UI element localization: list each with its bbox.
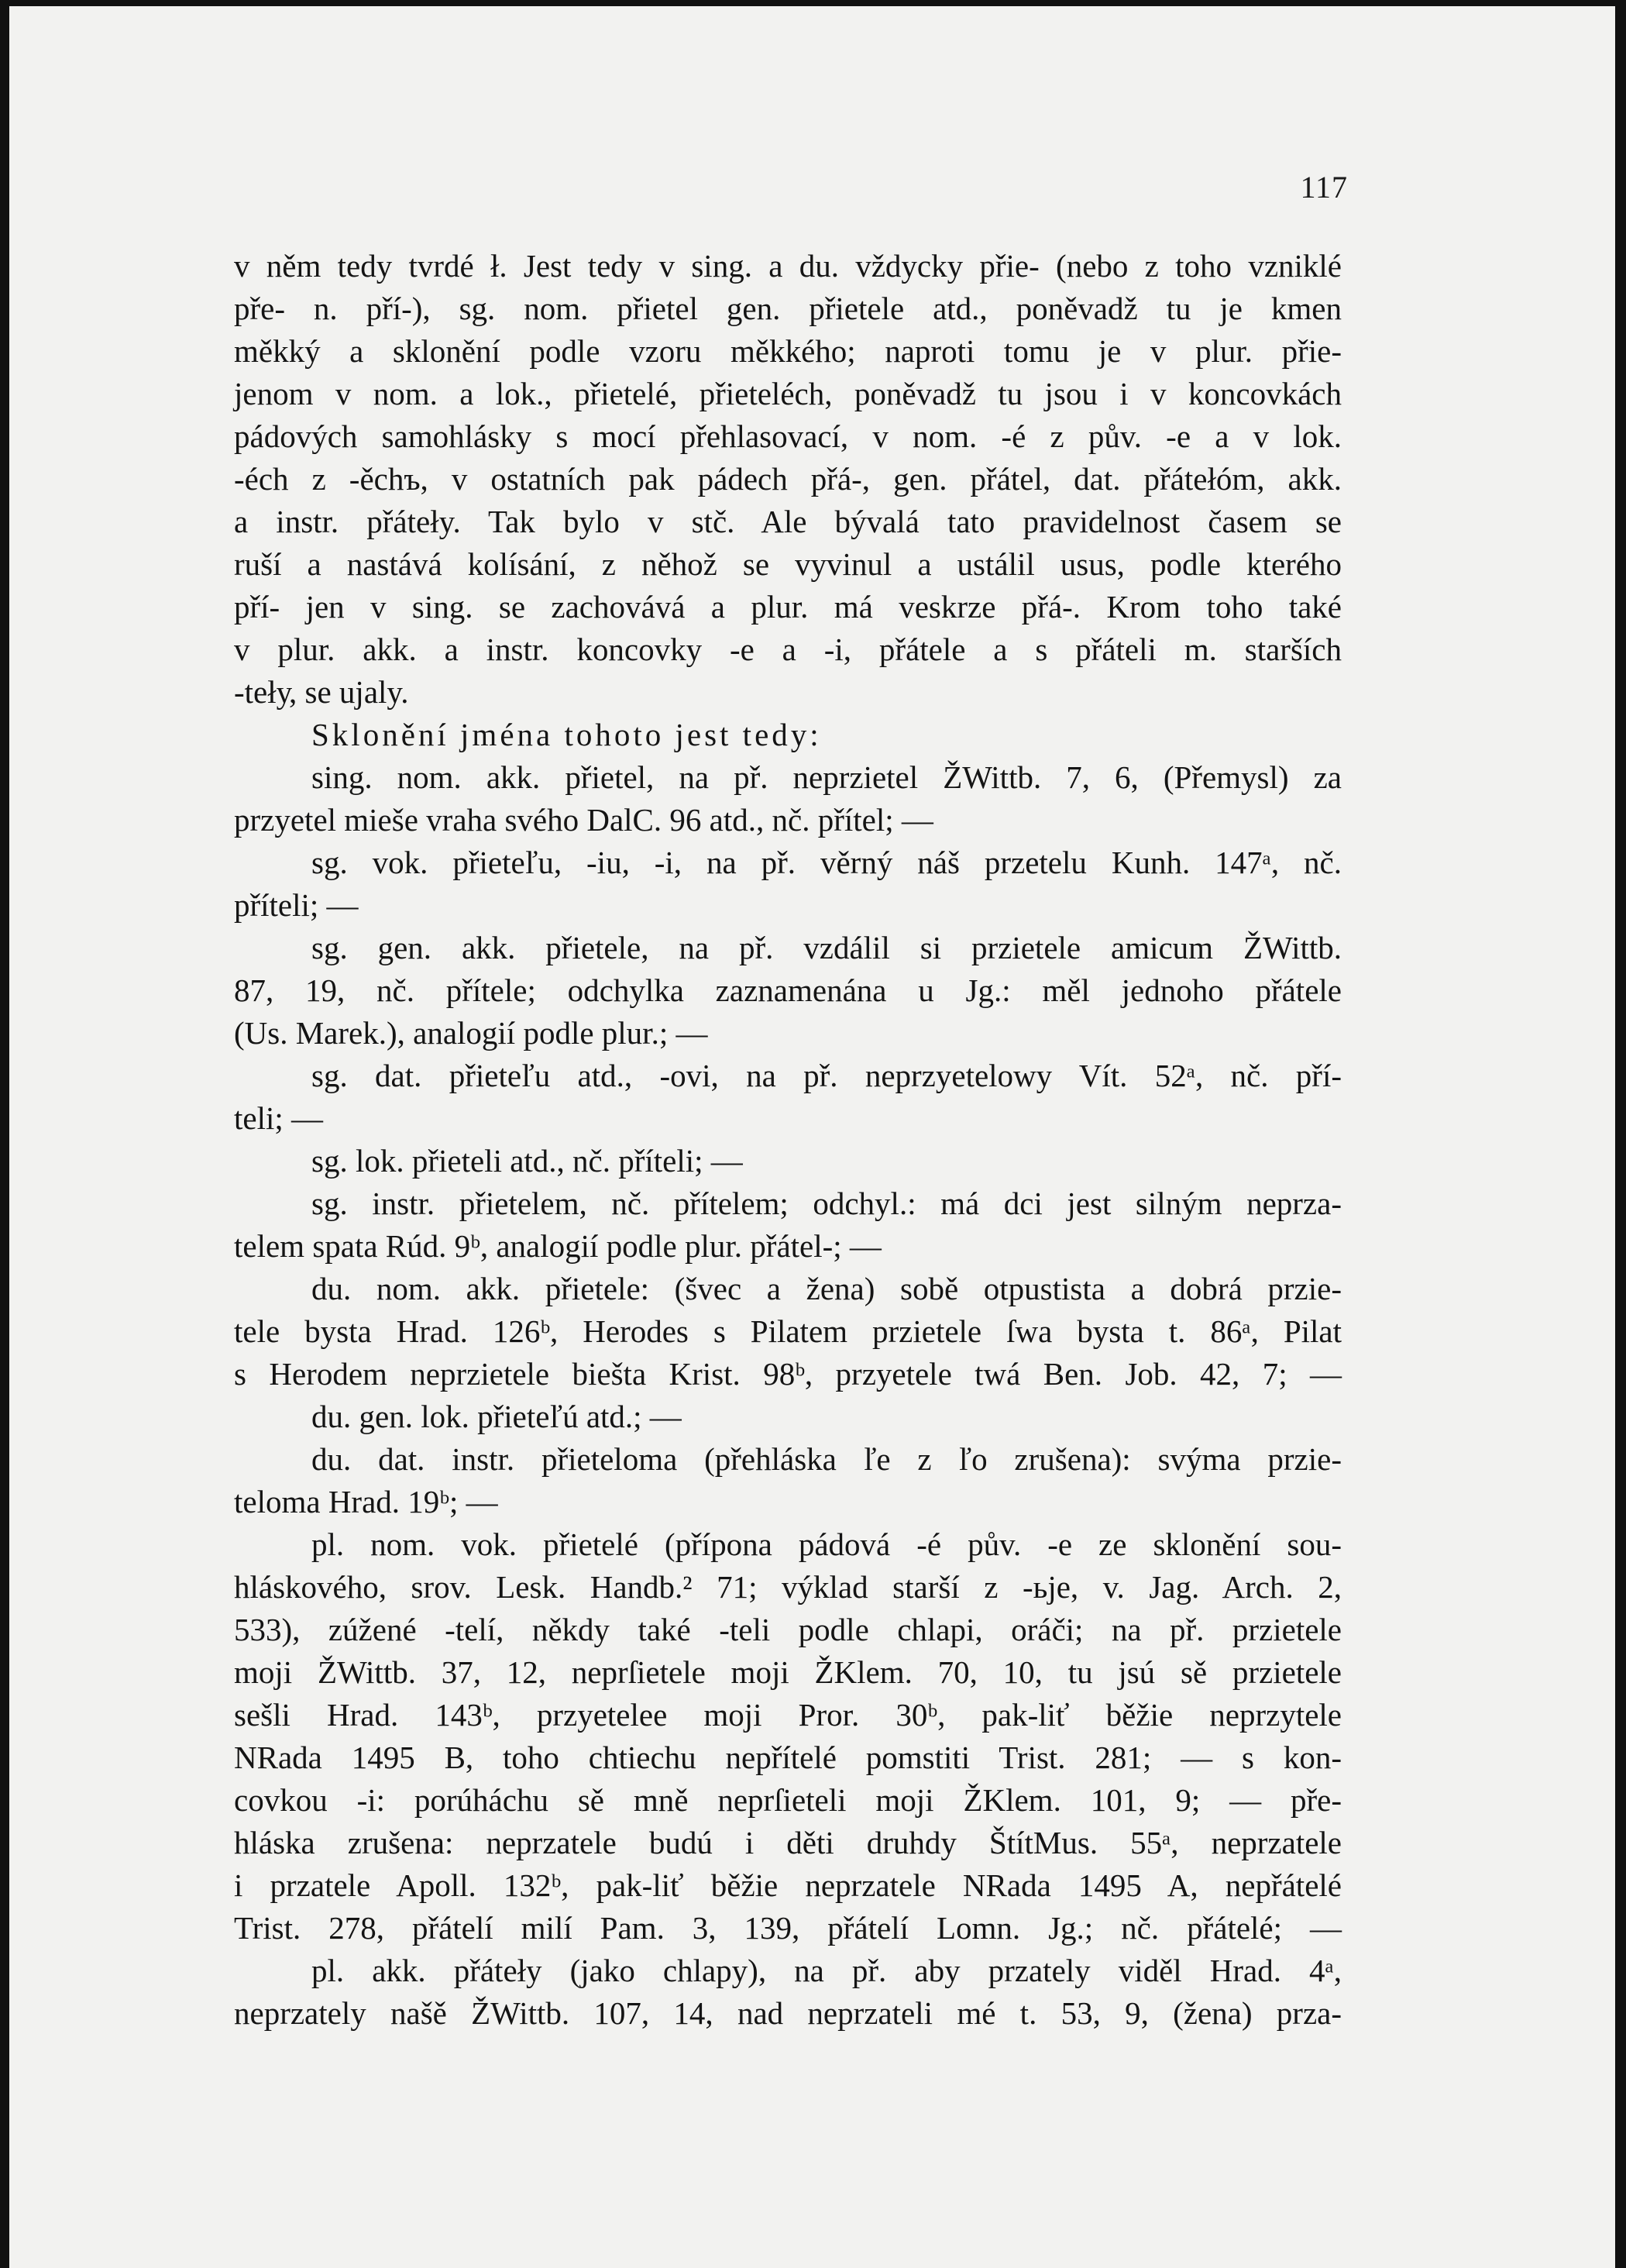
text-line: pl. akk. přáteły (jako chlapy), na př. aby przately viděl Hrad. 4ᵃ, — [311, 1953, 1342, 1988]
text-line: 533), zúžené -telí, někdy také -teli podle chlapi, oráči; na př. przietele — [234, 1612, 1342, 1647]
text-line: sing. nom. akk. přietel, na př. neprzietel ŽWittb. 7, 6, (Přemysl) za — [311, 759, 1342, 795]
text-line: 87, 19, nč. přítele; odchylka zaznamenána u Jg.: měl jednoho přátele — [234, 972, 1342, 1008]
text-line: pl. nom. vok. přietelé (přípona pádová -é pův. -e ze sklonění sou- — [311, 1526, 1342, 1562]
scan-border-top — [0, 0, 1626, 6]
text-line: du. nom. akk. přietele: (švec a žena) sobě otpustista a dobrá przie- — [311, 1271, 1342, 1306]
text-line: s Herodem neprzietele biešta Krist. 98ᵇ, przyetele twá Ben. Job. 42, 7; — — [234, 1356, 1342, 1392]
text-line: sg. lok. přieteli atd., nč. příteli; — — [311, 1143, 743, 1179]
text-line: jenom v nom. a lok., přietelé, přieteléch, poněvadž tu jsou i v koncovkách — [234, 376, 1342, 411]
text-line: pře- n. pří-), sg. nom. přietel gen. přietele atd., poněvadž tu je kmen — [234, 291, 1342, 326]
text-line: przyetel mieše vraha svého DalC. 96 atd., nč. přítel; — — [234, 802, 933, 838]
text-line: -éch z -ěchъ, v ostatních pak pádech přá-, gen. přátel, dat. přátełóm, akk. — [234, 461, 1342, 497]
text-line: sg. gen. akk. přietele, na př. vzdálil si przietele amicum ŽWittb. — [311, 930, 1342, 965]
text-line: NRada 1495 B, toho chtiechu nepřítelé pomstiti Trist. 281; — s kon- — [234, 1740, 1342, 1775]
text-line: v plur. akk. a instr. koncovky -e a -i, přátele a s přáteli m. starších — [234, 632, 1342, 667]
text-line: pří- jen v sing. se zachovává a plur. má veskrze přá-. Krom toho také — [234, 589, 1342, 625]
text-line: teloma Hrad. 19ᵇ; — — [234, 1484, 498, 1519]
text-line: Trist. 278, přátelí milí Pam. 3, 139, přátelí Lomn. Jg.; nč. přátelé; — — [234, 1910, 1342, 1946]
text-line: -tełу, se ujaly. — [234, 674, 409, 710]
text-line: teli; — — [234, 1100, 324, 1136]
text-line: sg. instr. přietelem, nč. přítelem; odchyl.: má dci jest silným neprza- — [311, 1186, 1342, 1221]
text-line: neprzately našě ŽWittb. 107, 14, nad neprzateli mé t. 53, 9, (žena) prza- — [234, 1995, 1342, 2031]
section-heading: Sklonění jména tohoto jest tedy: — [311, 717, 822, 752]
text-line: hláska zrušena: neprzatele budú i děti druhdy ŠtítMus. 55ᵃ, neprzatele — [234, 1825, 1342, 1860]
text-line: příteli; — — [234, 887, 359, 923]
text-line: v něm tedy tvrdé ł. Jest tedy v sing. a du. vždycky přie- (nebo z toho vzniklé — [234, 248, 1342, 284]
text-line: covkou -i: porúháchu sě mně neprſieteli moji ŽKlem. 101, 9; — pře- — [234, 1782, 1342, 1818]
scan-border-right — [1615, 0, 1626, 2268]
text-line: ruší a nastává kolísání, z něhož se vyvinul a ustálil usus, podle kterého — [234, 546, 1342, 582]
text-line: (Us. Marek.), analogií podle plur.; — — [234, 1015, 708, 1051]
scan-border-left — [0, 0, 9, 2268]
page-number: 117 — [1300, 170, 1348, 205]
text-line: du. gen. lok. přieteľú atd.; — — [311, 1399, 682, 1434]
text-line: hláskového, srov. Lesk. Handb.² 71; výklad starší z -ьje, v. Jag. Arch. 2, — [234, 1569, 1342, 1605]
text-line: moji ŽWittb. 37, 12, neprſietele moji ŽKlem. 70, 10, tu jsú sě przietele — [234, 1654, 1342, 1690]
text-line: i przatele Apoll. 132ᵇ, pak-liť běžie neprzatele NRada 1495 A, nepřátelé — [234, 1867, 1342, 1903]
text-line: telem spata Rúd. 9ᵇ, analogií podle plur. přátel-; — — [234, 1228, 882, 1264]
text-line: měkký a sklonění podle vzoru měkkého; naproti tomu je v plur. přie- — [234, 333, 1342, 369]
text-line: a instr. přáteły. Tak bylo v stč. Ale bývalá tato pravidelnost časem se — [234, 504, 1342, 539]
text-line: sg. vok. přieteľu, -iu, -i, na př. věrný náš przetelu Kunh. 147ᵃ, nč. — [311, 845, 1342, 880]
text-line: du. dat. instr. přieteloma (přehláska ľe z ľo zrušena): svýma przie- — [311, 1441, 1342, 1477]
text-line: pádových samohlásky s mocí přehlasovací, v nom. -é z pův. -e a v lok. — [234, 418, 1342, 454]
body-text — [234, 245, 1342, 2035]
text-line: tele bysta Hrad. 126ᵇ, Herodes s Pilatem przietele ſwa bysta t. 86ᵃ, Pilat — [234, 1313, 1342, 1349]
text-line: sg. dat. přieteľu atd., -ovi, na př. neprzyetelowy Vít. 52ᵃ, nč. pří- — [311, 1058, 1342, 1093]
text-line: sešli Hrad. 143ᵇ, przyetelee moji Pror. 30ᵇ, pak-liť běžie neprzytele — [234, 1697, 1342, 1733]
